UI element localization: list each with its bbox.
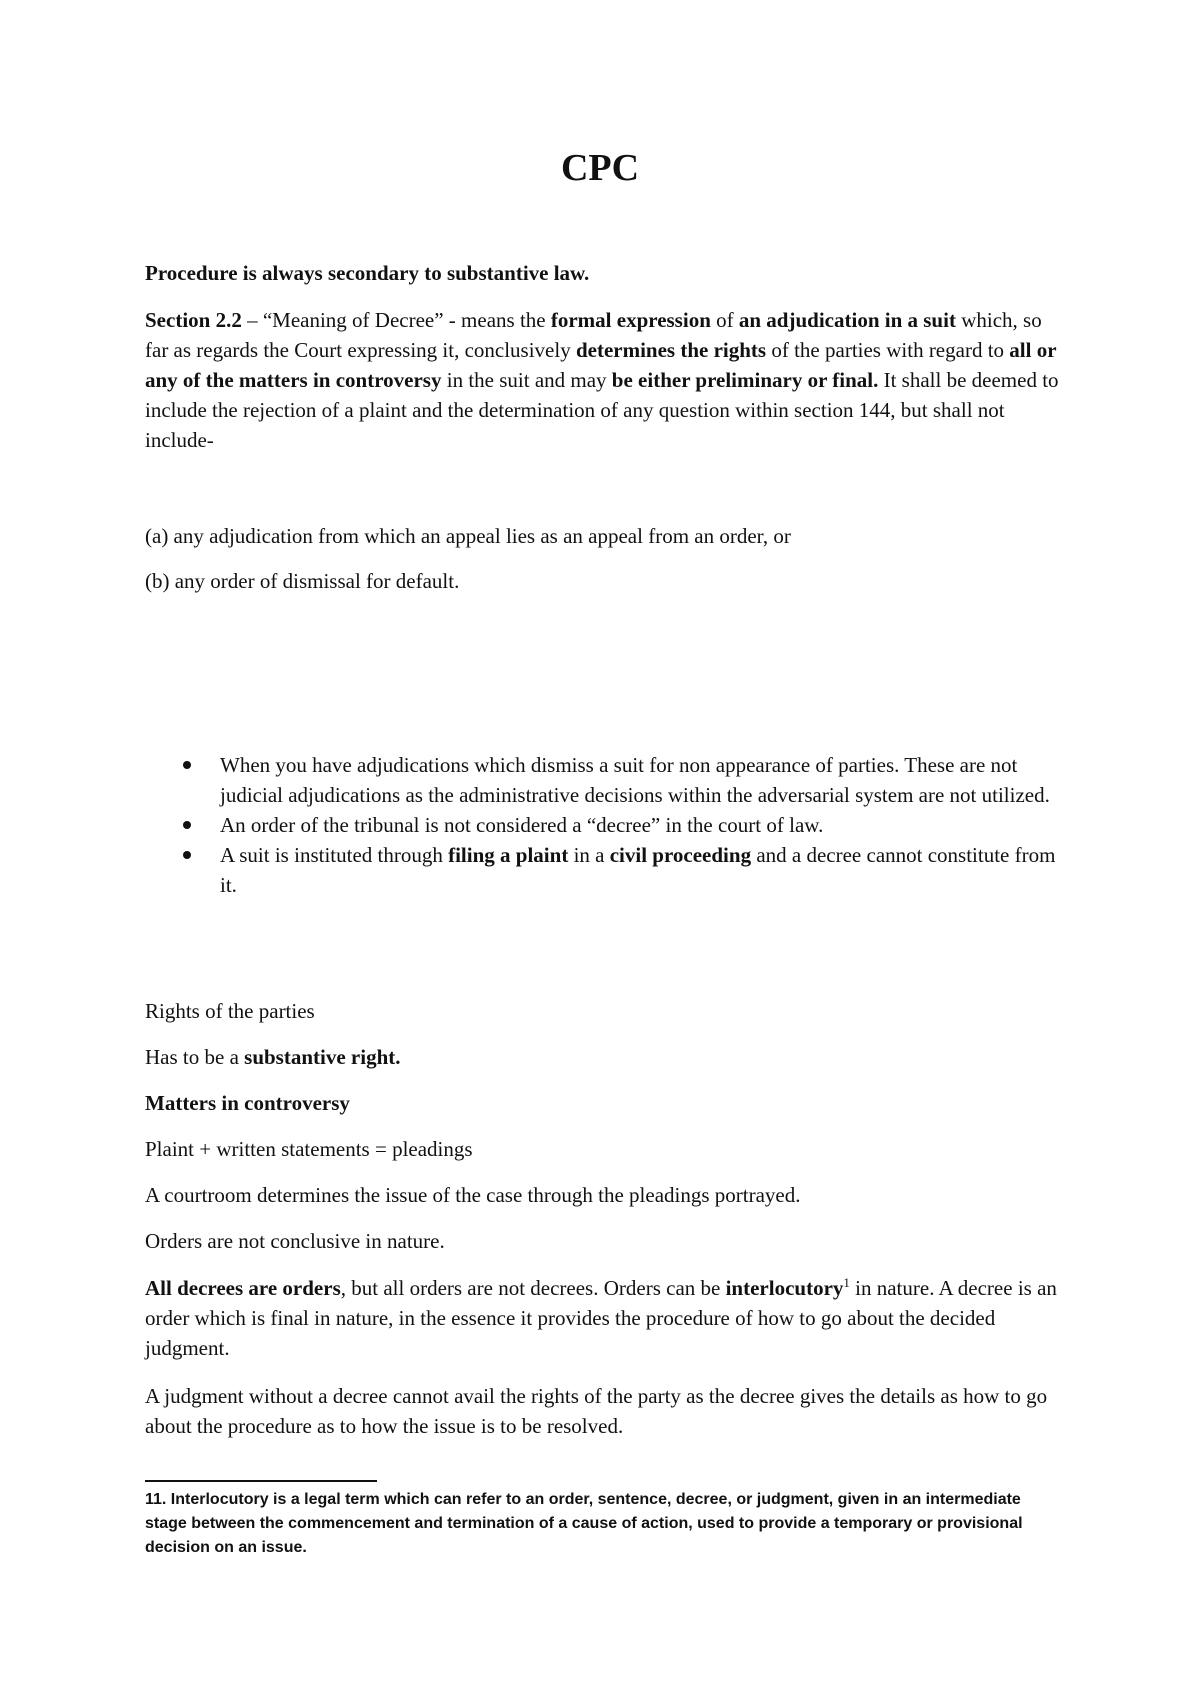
matters-bold: Matters in controversy (145, 1091, 350, 1115)
rights-statement (145, 1042, 1065, 1072)
bullet-text: A suit is instituted through (220, 843, 449, 867)
definition-text: “Meaning of Decree” - means the (262, 308, 551, 332)
footnote-text: 11. Interlocutory is a legal term which can refer to an order, sentence, decree, or judgment, given in an intermediate stage between the commencement and termination of a cause of action, used to provide a temporary or provisional decision on an issue. (145, 1491, 1023, 1556)
footnote-ref[interactable]: 1 (843, 1275, 850, 1290)
section-label: Section 2.2 (145, 308, 242, 332)
definition-text: It shall be deemed to include the rejection of a plaint and the determination of any question within section 144, but shall not include- (145, 368, 1059, 452)
intro-statement (145, 258, 1065, 288)
decrees-text: , but all orders are not decrees. Orders can be (340, 1276, 726, 1300)
list-item (145, 810, 1065, 840)
definition-text: of the parties with regard to (766, 338, 1010, 362)
bullet-list (145, 750, 1065, 900)
definition-bold: formal expression (550, 308, 711, 332)
bullet-text: in a (568, 843, 610, 867)
exclusion-b: (b) any order of dismissal for default. (145, 569, 460, 593)
footnote-divider (145, 1480, 377, 1482)
definition-bold: all or any of the matters in controversy (145, 338, 1057, 392)
bullet-icon (183, 851, 191, 859)
definition-bold: an adjudication in a suit (738, 308, 956, 332)
bullet-bold: filing a plaint (448, 843, 569, 867)
exclusion-a: (a) any adjudication from which an appeal lies as an appeal from an order, or (145, 524, 791, 548)
list-item (145, 840, 1065, 900)
rights-text: Has to be a (145, 1045, 245, 1069)
definition-text: which, so far as regards the Court expressing it, conclusively (145, 308, 1042, 362)
decrees-text: in nature. A decree is an order which is final in nature, in the essence it provides the procedure of how to go about the decided judgment. (145, 1276, 1057, 1360)
pleadings-line: Plaint + written statements = pleadings (145, 1137, 473, 1161)
bullet-text: An order of the tribunal is not considered a “decree” in the court of law. (220, 813, 824, 837)
bullet-icon (183, 821, 191, 829)
bullet-text: When you have adjudications which dismiss a suit for non appearance of parties. These are not judicial adjudications as the administrative decisions within the adversarial system are not utilized. (220, 753, 1050, 807)
orders-line: Orders are not conclusive in nature. (145, 1229, 445, 1253)
rights-heading: Rights of the parties (145, 999, 315, 1023)
intro-bold: Procedure is always secondary to substantive law. (145, 261, 590, 285)
bullet-bold: civil proceeding (609, 843, 752, 867)
decrees-paragraph (145, 1273, 1065, 1363)
definition-bold: be either preliminary or final. (611, 368, 879, 392)
definition-text: of (710, 308, 739, 332)
definition-text: in the suit and may (441, 368, 612, 392)
courtroom-line: A courtroom determines the issue of the case through the pleadings portrayed. (145, 1183, 801, 1207)
decrees-bold: All decrees are orders (145, 1276, 341, 1300)
list-item (145, 750, 1065, 810)
document-title: CPC (560, 147, 640, 189)
section-dash: – (241, 308, 263, 332)
matters-heading (145, 1088, 1065, 1118)
judgment-paragraph: A judgment without a decree cannot avail the rights of the party as the decree gives the details as how to go about the procedure as to how the issue is to be resolved. (145, 1384, 1048, 1438)
definition-bold: determines the rights (575, 338, 767, 362)
rights-bold: substantive right. (244, 1045, 401, 1069)
decrees-bold: interlocutory (725, 1276, 844, 1300)
section-definition (145, 305, 1065, 455)
bullet-text: and a decree cannot constitute from it. (220, 843, 1056, 897)
bullet-icon (183, 761, 191, 769)
